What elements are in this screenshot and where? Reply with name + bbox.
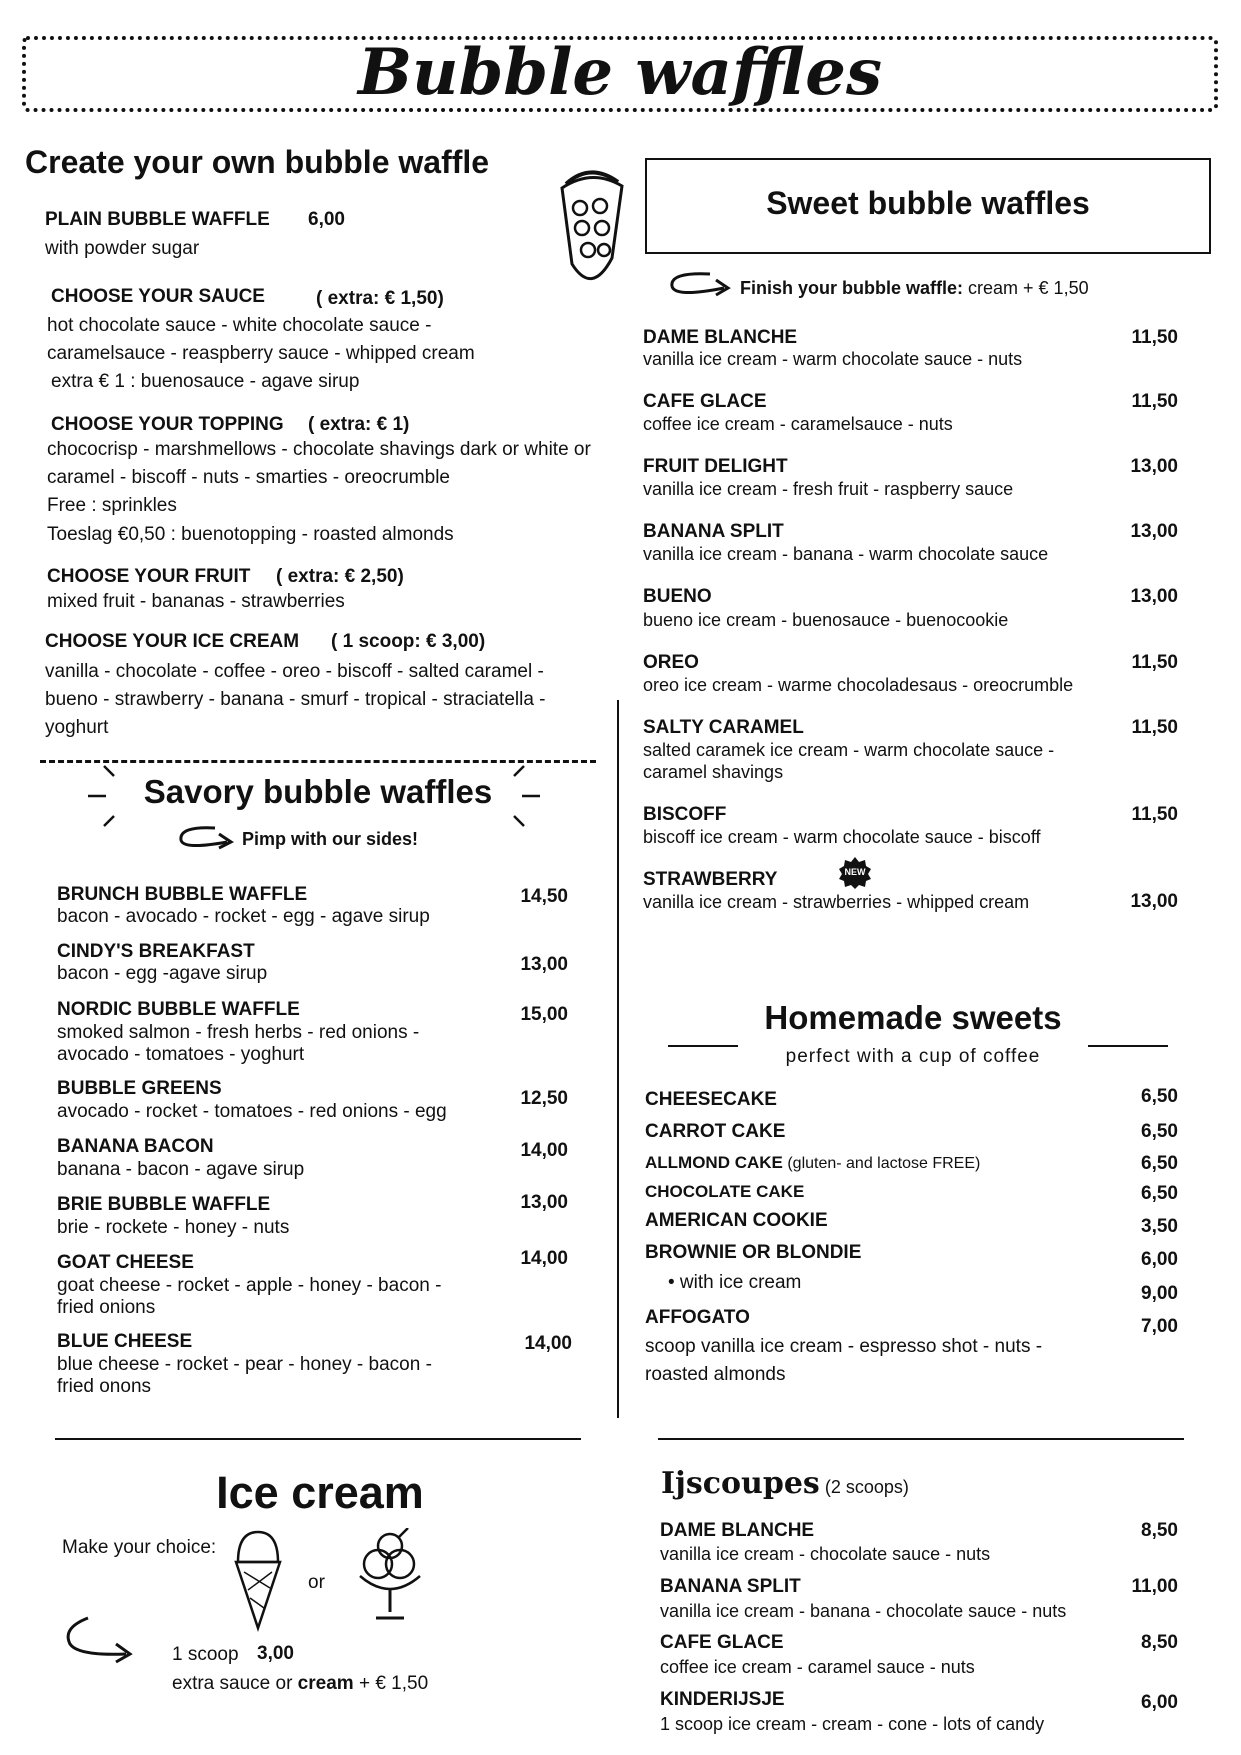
- sauce-label: CHOOSE YOUR SAUCE: [51, 286, 265, 307]
- savory-item-price: 14,50: [520, 886, 568, 907]
- sweet-item-name: BANANA SPLIT: [643, 521, 784, 542]
- curved-arrow-icon: [58, 1614, 138, 1664]
- make-choice-label: Make your choice:: [62, 1537, 217, 1558]
- sweet-item-price: 11,50: [1131, 327, 1178, 348]
- homemade-heading: Homemade sweets: [764, 999, 1062, 1036]
- new-badge-label: NEW: [844, 867, 866, 877]
- homemade-item-price: 6,00: [1141, 1249, 1178, 1270]
- icecream-line-3: yoghurt: [45, 717, 109, 738]
- affogato-name: AFFOGATO: [645, 1307, 750, 1328]
- icecream-heading: Ice cream: [216, 1467, 424, 1518]
- homemade-item-price: 3,50: [1141, 1216, 1178, 1237]
- savory-item-price: 14,00: [520, 1140, 568, 1161]
- homemade-item-name: BROWNIE OR BLONDIE: [645, 1242, 862, 1263]
- heading-rule-right: [1088, 1045, 1168, 1047]
- ijscoupes-heading-row: [661, 1466, 909, 1502]
- sweet-item-desc: salted caramek ice cream - warm chocolate sauce -: [643, 740, 1055, 760]
- icecream-label: CHOOSE YOUR ICE CREAM: [45, 631, 300, 652]
- savory-item-desc-2: fried onons: [57, 1376, 152, 1397]
- icecream-line-1: vanilla - chocolate - coffee - oreo - biscoff - salted caramel -: [45, 661, 544, 682]
- column-divider: [617, 700, 619, 1418]
- savory-item-desc: banana - bacon - agave sirup: [57, 1159, 305, 1180]
- sweet-item-price: 13,00: [1130, 521, 1178, 542]
- sauce-line-3: extra € 1 : buenosauce - agave sirup: [51, 371, 360, 392]
- plain-waffle-desc: with powder sugar: [45, 238, 200, 259]
- savory-item-price: 15,00: [520, 1004, 568, 1025]
- sweet-item-name: FRUIT DELIGHT: [643, 456, 788, 477]
- scoop-price: 3,00: [257, 1643, 294, 1664]
- savory-item-price: 13,00: [520, 954, 568, 975]
- savory-item-desc: blue cheese - rocket - pear - honey - bacon -: [57, 1354, 432, 1375]
- homemade-item-price: 6,50: [1141, 1153, 1178, 1174]
- ijscoupe-item-price: 11,00: [1131, 1576, 1178, 1597]
- savory-item-price: 12,50: [520, 1088, 568, 1109]
- savory-item-desc: avocado - rocket - tomatoes - red onions - egg: [57, 1101, 447, 1122]
- sweet-item-desc: coffee ice cream - caramelsauce - nuts: [643, 414, 953, 434]
- savory-heading: Savory bubble waffles: [143, 773, 493, 810]
- plain-waffle-price: 6,00: [308, 209, 345, 230]
- sweet-item-price: 13,00: [1130, 456, 1178, 477]
- section-rule-right: [658, 1438, 1184, 1440]
- ijscoupe-item-price: 8,50: [1141, 1632, 1178, 1653]
- topping-line-4: Toeslag €0,50 : buenotopping - roasted almonds: [47, 524, 454, 545]
- ijscoupe-item-name: DAME BLANCHE: [660, 1520, 815, 1541]
- sweet-item-name: DAME BLANCHE: [643, 327, 798, 348]
- ijscoupe-item-name: CAFE GLACE: [660, 1632, 784, 1653]
- savory-item-name: BRIE BUBBLE WAFFLE: [57, 1194, 271, 1215]
- sweet-item-price: 13,00: [1130, 891, 1178, 912]
- homemade-subtitle: perfect with a cup of coffee: [785, 1046, 1041, 1067]
- finish-note-bold: Finish your bubble waffle:: [740, 278, 964, 298]
- savory-item-name: BUBBLE GREENS: [57, 1078, 222, 1099]
- ijscoupe-item-name: BANANA SPLIT: [660, 1576, 801, 1597]
- affogato-desc: scoop vanilla ice cream - espresso shot - nuts -: [645, 1336, 1043, 1357]
- sweet-item-desc: vanilla ice cream - strawberries - whipped cream: [643, 892, 1030, 912]
- finish-note-rest: cream + € 1,50: [963, 278, 1089, 298]
- savory-item-name: NORDIC BUBBLE WAFFLE: [57, 999, 300, 1020]
- homemade-item-name: ALLMOND CAKE (gluten- and lactose FREE): [645, 1153, 981, 1172]
- curved-arrow-icon: [666, 270, 736, 300]
- ice-cream-cup-icon: [354, 1528, 426, 1624]
- icecream-extra: ( 1 scoop: € 3,00): [331, 631, 486, 652]
- sweet-item-price: 13,00: [1130, 586, 1178, 607]
- sweet-item-desc: biscoff ice cream - warm chocolate sauce - biscoff: [643, 827, 1041, 847]
- icecream-line-2: bueno - strawberry - banana - smurf - tropical - straciatella -: [45, 689, 546, 710]
- fruit-extra: ( extra: € 2,50): [276, 566, 404, 587]
- homemade-item-price: 6,50: [1141, 1086, 1178, 1107]
- savory-item-name: BRUNCH BUBBLE WAFFLE: [57, 884, 308, 905]
- with-ice-cream-price: 9,00: [1141, 1283, 1178, 1304]
- sweet-item-price: 11,50: [1131, 717, 1178, 738]
- sauce-line-2: caramelsauce - reaspberry sauce - whipped cream: [47, 343, 475, 364]
- savory-item-desc: smoked salmon - fresh herbs - red onions -: [57, 1022, 420, 1043]
- topping-extra: ( extra: € 1): [308, 414, 410, 435]
- plain-waffle-name: PLAIN BUBBLE WAFFLE: [45, 209, 270, 230]
- with-ice-cream-option: • with ice cream: [668, 1272, 802, 1293]
- sweet-item-price: 11,50: [1131, 804, 1178, 825]
- savory-item-desc: brie - rockete - honey - nuts: [57, 1217, 290, 1238]
- sweet-item-name: BUENO: [643, 586, 712, 607]
- ijscoupe-item-desc: vanilla ice cream - banana - chocolate sauce - nuts: [660, 1601, 1067, 1621]
- pimp-text: Pimp with our sides!: [242, 829, 419, 849]
- section-rule-left: [55, 1438, 581, 1440]
- sauce-line-1: hot chocolate sauce - white chocolate sauce -: [47, 315, 432, 336]
- ijscoupe-item-price: 6,00: [1141, 1692, 1178, 1713]
- homemade-item-name: CHEESECAKE: [645, 1089, 777, 1110]
- topping-line-3: Free : sprinkles: [47, 495, 177, 516]
- affogato-price: 7,00: [1141, 1316, 1178, 1337]
- homemade-item-name: CARROT CAKE: [645, 1121, 786, 1142]
- affogato-desc-2: roasted almonds: [645, 1364, 786, 1385]
- ijscoupe-item-desc: vanilla ice cream - chocolate sauce - nuts: [660, 1544, 991, 1564]
- fruit-line-1: mixed fruit - bananas - strawberries: [47, 591, 345, 612]
- ijscoupes-subheading: (2 scoops): [819, 1477, 909, 1497]
- sweet-heading: Sweet bubble waffles: [766, 185, 1090, 221]
- bubble-waffle-icon: [552, 168, 630, 298]
- sweet-item-name: STRAWBERRY: [643, 869, 778, 890]
- savory-item-desc: goat cheese - rocket - apple - honey - bacon -: [57, 1275, 442, 1296]
- homemade-item-price: 6,50: [1141, 1121, 1178, 1142]
- topping-line-2: caramel - biscoff - nuts - smarties - oreocrumble: [47, 467, 450, 488]
- savory-item-price: 14,00: [520, 1248, 568, 1269]
- sweet-item-desc: vanilla ice cream - fresh fruit - raspberry sauce: [643, 479, 1014, 499]
- savory-item-name: CINDY'S BREAKFAST: [57, 941, 255, 962]
- savory-item-name: BLUE CHEESE: [57, 1331, 193, 1352]
- ijscoupe-item-price: 8,50: [1141, 1520, 1178, 1541]
- savory-item-desc: bacon - egg -agave sirup: [57, 963, 268, 984]
- fruit-label: CHOOSE YOUR FRUIT: [47, 566, 251, 587]
- sweet-item-desc: vanilla ice cream - banana - warm chocolate sauce: [643, 544, 1049, 564]
- sweet-item-desc: oreo ice cream - warme chocoladesaus - oreocrumble: [643, 675, 1074, 695]
- savory-item-desc-2: fried onions: [57, 1297, 156, 1318]
- savory-item-name: BANANA BACON: [57, 1136, 214, 1157]
- sweet-item-price: 11,50: [1131, 391, 1178, 412]
- sweet-item-desc: vanilla ice cream - warm chocolate sauce - nuts: [643, 349, 1023, 369]
- ijscoupe-item-name: KINDERIJSJE: [660, 1689, 785, 1710]
- heading-rule-left: [668, 1045, 738, 1047]
- sweet-item-desc: bueno ice cream - buenosauce - buenocookie: [643, 610, 1009, 630]
- sauce-extra: ( extra: € 1,50): [316, 288, 444, 309]
- homemade-item-price: 6,50: [1141, 1183, 1178, 1204]
- savory-item-price: 14,00: [524, 1333, 572, 1354]
- sweet-item-name: OREO: [643, 652, 699, 673]
- homemade-item-name: CHOCOLATE CAKE: [645, 1182, 805, 1201]
- sweet-item-name: CAFE GLACE: [643, 391, 767, 412]
- scoop-label: 1 scoop: [172, 1644, 239, 1665]
- homemade-item-name: AMERICAN COOKIE: [645, 1210, 828, 1231]
- ijscoupe-item-desc: coffee ice cream - caramel sauce - nuts: [660, 1657, 975, 1677]
- savory-item-desc-2: avocado - tomatoes - yoghurt: [57, 1044, 305, 1065]
- savory-item-name: GOAT CHEESE: [57, 1252, 194, 1273]
- sweet-item-desc-2: caramel shavings: [643, 762, 784, 782]
- sweet-item-price: 11,50: [1131, 652, 1178, 673]
- savory-item-desc: bacon - avocado - rocket - egg - agave sirup: [57, 906, 430, 927]
- topping-label: CHOOSE YOUR TOPPING: [51, 414, 284, 435]
- create-heading: Create your own bubble waffle: [25, 144, 490, 180]
- finish-note: [740, 277, 1089, 299]
- or-label: or: [308, 1572, 325, 1593]
- sweet-item-name: BISCOFF: [643, 804, 727, 825]
- ijscoupe-item-desc: 1 scoop ice cream - cream - cone - lots of candy: [660, 1714, 1045, 1734]
- sweet-item-name: SALTY CARAMEL: [643, 717, 804, 738]
- curved-arrow-icon: [175, 824, 237, 852]
- page-title: Bubble waffles: [357, 35, 883, 110]
- savory-item-price: 13,00: [520, 1192, 568, 1213]
- ijscoupes-heading: Ijscoupes: [661, 1466, 820, 1501]
- ice-cream-cone-icon: [232, 1528, 284, 1632]
- topping-line-1: chococrisp - marshmellows - chocolate shavings dark or white or: [47, 439, 591, 460]
- extra-note: extra sauce or cream + € 1,50: [172, 1673, 429, 1694]
